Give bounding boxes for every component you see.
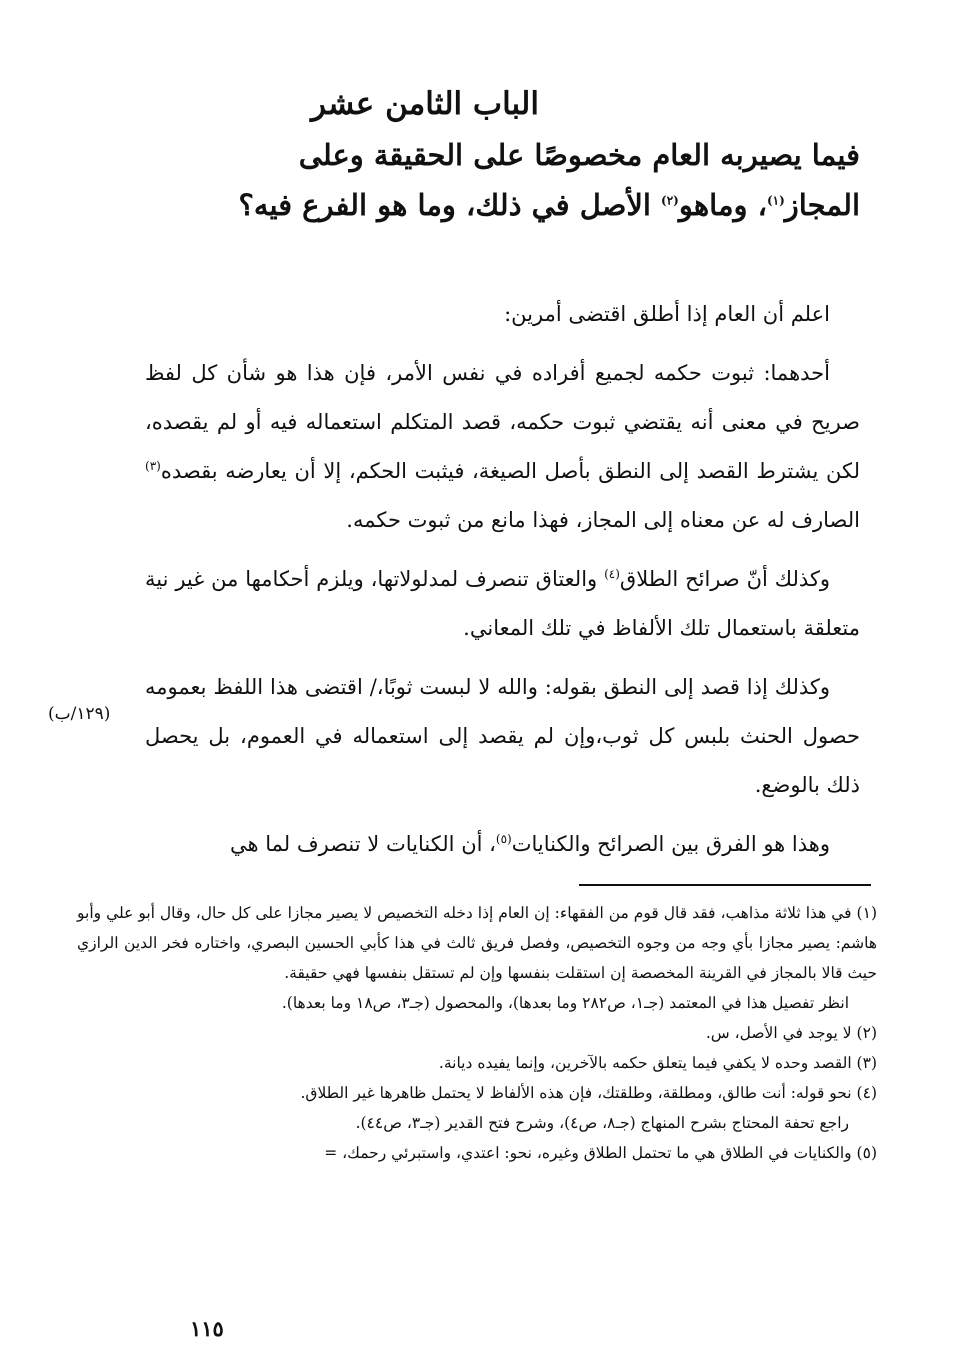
footnote-1: (١) في هذا ثلاثة مذاهب، فقد قال قوم من الفقهاء: إن العام إذا دخله التخصيص لا يصير مجازا على كل حال، وقال أبو علي وأبو هاشم: يصير مجازا بأي وجه من وجوه التخصيص، وفصل فريق ثالث في هذا كأبي الحسين البصري، واختاره فخر الدين الرازي حيث قالا بالمجاز في القرينة المخصصة إن استقلت بنفسها وإن لم تستقل بنفسها فهي حقيقة. bbox=[77, 904, 877, 982]
footnote-5: (٥) والكنايات في الطلاق هي ما تحتمل الطلاق وغيره، نحو: اعتدي، واستبرئي رحمك، = bbox=[324, 1144, 877, 1162]
paragraph-text: الصارف له عن معناه إلى المجاز، فهذا مانع من ثبوت حكمه. bbox=[346, 508, 860, 532]
paragraph-5 bbox=[145, 820, 860, 869]
paragraph-text: وكذلك أنّ صرائح الطلاق bbox=[619, 567, 831, 591]
paragraph-3 bbox=[145, 555, 860, 653]
chapter-title-text: المجاز bbox=[784, 188, 860, 222]
footnote-4: (٤) نحو قوله: أنت طالق، ومطلقة، وطلقتك، فإن هذه الألفاظ لا يحتمل ظاهرها غير الطلاق. bbox=[300, 1084, 877, 1102]
paragraph-text: ، أن الكنايات لا تنصرف لما هي bbox=[230, 832, 496, 856]
chapter-title-line2: فيما يصيربه العام مخصوصًا على الحقيقة وعلى bbox=[298, 138, 860, 172]
footnote-ref[interactable]: (١) bbox=[766, 193, 785, 208]
main-text bbox=[145, 290, 860, 879]
page-number: ١١٥ bbox=[190, 1316, 224, 1341]
chapter-title-text: ، وماهو bbox=[678, 188, 767, 222]
footnote-1-reference: انظر تفصيل هذا في المعتمد (جـ١، ص٢٨٢ وما بعدها)، والمحصول (جـ٣، ص١٨ وما بعدها). bbox=[281, 994, 849, 1012]
paragraph-text: وهذا هو الفرق بين الصرائح والكنايات bbox=[511, 832, 830, 856]
paragraph-text: والعتاق تنصرف لمدلولاتها، ويلزم أحكامها من غير نية متعلقة باستعمال تلك الألفاظ في تلك المعاني. bbox=[145, 567, 860, 640]
footnote-divider bbox=[579, 884, 871, 886]
footnote-3: (٣) القصد وحده لا يكفي فيما يتعلق حكمه بالآخرين، وإنما يفيده ديانة. bbox=[438, 1054, 877, 1072]
chapter-heading bbox=[140, 78, 860, 230]
footnotes bbox=[77, 898, 877, 1168]
footnote-ref[interactable]: (٥) bbox=[495, 832, 512, 846]
footnote-ref[interactable]: (٤) bbox=[604, 567, 620, 581]
chapter-title-text: الأصل في ذلك، وما هو الفرع فيه؟ bbox=[238, 188, 662, 222]
paragraph-4: وكذلك إذا قصد إلى النطق بقوله: والله لا لبست ثوبًا،/ اقتضى هذا اللفظ بعمومه حصول الحنث بلبس كل ثوب،وإن لم يقصد إلى استعماله في العموم، بل يحصل ذلك بالوضع. bbox=[145, 675, 860, 797]
chapter-title-line3 bbox=[140, 180, 860, 230]
paragraph-text: أحدهما: ثبوت حكمه لجميع أفراده في نفس الأمر، فإن هذا هو شأن كل لفظ صريح في معنى أنه يقتضي ثبوت حكمه، قصد المتكلم استعماله فيه أو لم يقصده، لكن يشترط القصد إلى النطق بأصل الصيغة، فيثبت الحكم، إلا أن يعارضه بقصده bbox=[145, 361, 860, 483]
paragraph-2 bbox=[145, 349, 860, 545]
paragraph-1: اعلم أن العام إذا أطلق اقتضى أمرين: bbox=[504, 302, 830, 326]
footnote-ref[interactable]: (٢) bbox=[661, 193, 679, 208]
footnote-2: (٢) لا يوجد في الأصل، س. bbox=[705, 1024, 877, 1042]
footnote-ref[interactable]: (٣) bbox=[145, 459, 161, 473]
manuscript-folio-note: (١٢٩/ب) bbox=[48, 704, 111, 724]
chapter-title-line1: الباب الثامن عشر bbox=[311, 86, 539, 122]
footnote-4-reference: راجع تحفة المحتاج بشرح المنهاج (جـ٨، ص٤)، وشرح فتح القدير (جـ٣، ص٤٤). bbox=[355, 1114, 849, 1132]
